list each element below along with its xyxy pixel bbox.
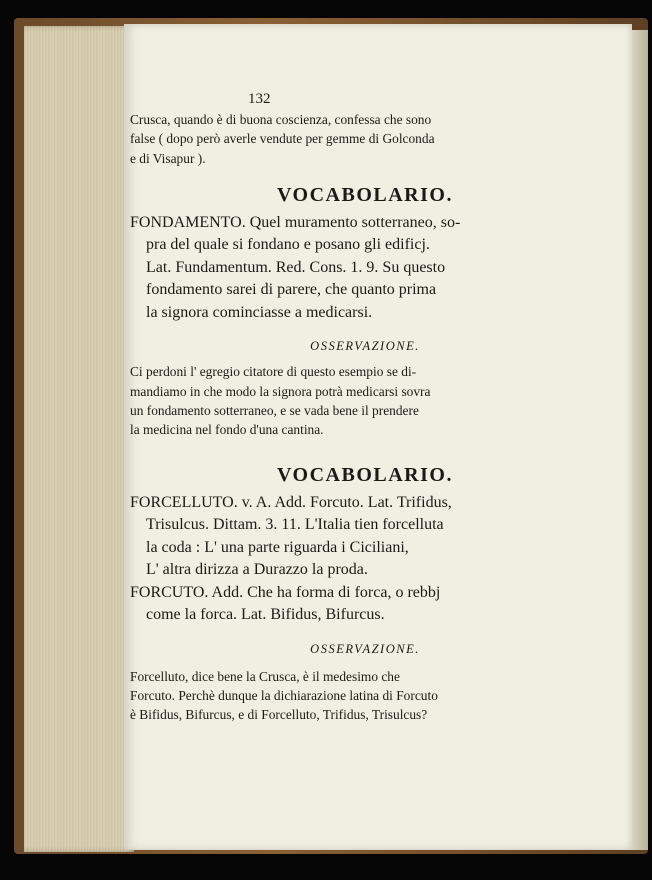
observation-heading: OSSERVAZIONE. bbox=[310, 339, 420, 354]
text-line: la signora cominciasse a medicarsi. bbox=[146, 303, 373, 321]
text-line: FORCELLUTO. v. A. Add. Forcuto. Lat. Trifidus, bbox=[130, 493, 452, 511]
text-line: è Bifidus, Bifurcus, e di Forcelluto, Trifidus, Trisulcus? bbox=[130, 707, 428, 723]
page-edges bbox=[24, 26, 134, 852]
text-line: Lat. Fundamentum. Red. Cons. 1. 9. Su questo bbox=[146, 258, 446, 276]
text-line: false ( dopo però averle vendute per gemme di Golconda bbox=[130, 131, 435, 147]
text-line: mandiamo in che modo la signora potrà medicarsi sovra bbox=[130, 383, 431, 399]
intro-paragraph bbox=[130, 110, 600, 168]
text-line: Forcuto. Perchè dunque la dichiarazione latina di Forcuto bbox=[130, 687, 438, 703]
text-line: FONDAMENTO. Quel muramento sotterraneo, so- bbox=[130, 213, 461, 231]
text-line: Trisulcus. Dittam. 3. 11. L'Italia tien forcelluta bbox=[146, 516, 444, 534]
text-line: Ci perdoni l' egregio citatore di questo esempio se di- bbox=[130, 364, 417, 380]
observation-paragraph bbox=[130, 667, 600, 725]
text-line: come la forca. Lat. Bifidus, Bifurcus. bbox=[146, 606, 385, 624]
section-heading: VOCABOLARIO. bbox=[277, 463, 453, 486]
text-line: e di Visapur ). bbox=[130, 150, 206, 166]
text-line: Forcelluto, dice bene la Crusca, è il medesimo che bbox=[130, 668, 400, 684]
observation-paragraph bbox=[130, 362, 600, 439]
text-line: fondamento sarei di parere, che quanto prima bbox=[146, 281, 437, 299]
section-heading: VOCABOLARIO. bbox=[277, 183, 453, 206]
observation-heading: OSSERVAZIONE. bbox=[310, 641, 420, 656]
text-line: Crusca, quando è di buona coscienza, confessa che sono bbox=[130, 112, 432, 127]
text-line: FORCUTO. Add. Che ha forma di forca, o rebbj bbox=[130, 583, 441, 601]
text-line: un fondamento sotterraneo, e se vada bene il prendere bbox=[130, 402, 419, 418]
text-line: L' altra dirizza a Durazzo la proda. bbox=[146, 561, 368, 579]
entry-fondamento bbox=[130, 212, 600, 325]
entry-forcelluto bbox=[130, 492, 600, 627]
page-text bbox=[130, 88, 600, 724]
page-number: 132 bbox=[248, 91, 271, 107]
text-line: la medicina nel fondo d'una cantina. bbox=[130, 422, 324, 438]
text-line: la coda : L' una parte riguarda i Ciciliani, bbox=[146, 538, 409, 556]
text-line: pra del quale si fondano e posano gli edificj. bbox=[146, 236, 430, 254]
facing-page-edge bbox=[632, 30, 648, 850]
